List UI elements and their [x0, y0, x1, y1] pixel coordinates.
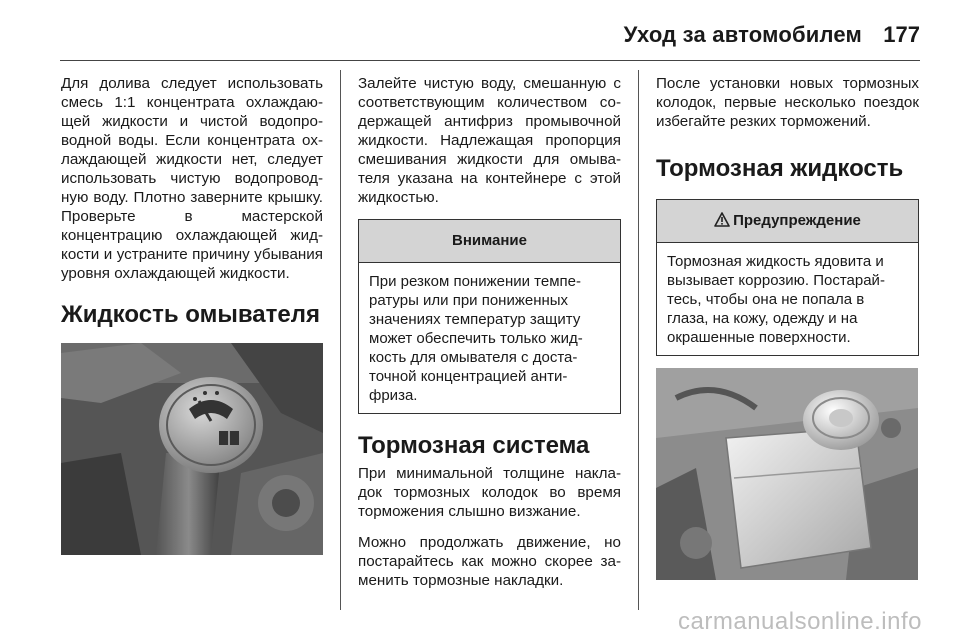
- new-pads-paragraph: После установки новых тормозных колодок, первые несколько поездок избегайте резких торможений.: [656, 75, 919, 130]
- brake-fluid-heading: Тормозная жидкость: [656, 155, 904, 182]
- brake-system-heading: Тормозная система: [358, 432, 590, 459]
- section-title: Уход за автомобилем: [623, 22, 862, 47]
- column-divider-1: [340, 70, 341, 610]
- site-watermark: carmanualsonline.info: [678, 608, 922, 635]
- notice-text: При резком понижении температуры или при пониженных значениях температур защиту может обеспечить только жидкость для омывателя с достаточной концентрацией антифриза.: [369, 273, 583, 404]
- manual-book-icon: [219, 431, 239, 445]
- warning-title: Предупреждение: [733, 212, 861, 229]
- page-number: 177: [883, 22, 920, 47]
- header-rule: [60, 60, 920, 61]
- coolant-top-up-paragraph: Для долива следует использовать смесь 1:1 концентрата охлаждающей жидкости и чистой водопроводной воды. Если концентрата охлаждающей жидкости нет, следует использовать чистую водопроводную воду. Плотно заверните крышку. Проверьте в мастерской концентрацию охлаждающей жидкости и устраните причину убывания уровня охлаждающей жидкости.: [61, 75, 323, 282]
- brake-pad-replace-paragraph: Можно продолжать движение, но постарайтесь как можно скорее заменить тормозные накладки.: [358, 534, 621, 589]
- brake-fluid-reservoir-photo: [656, 368, 918, 580]
- column-right: [656, 74, 919, 580]
- warning-text: Тормозная жидкость ядовита и вызывает коррозию. Постарайтесь, чтобы она не попала в глаза, на кожу, одежду и на окрашенные поверхности.: [667, 253, 885, 346]
- notice-box: [358, 219, 621, 414]
- column-left: [61, 74, 323, 555]
- warning-title-row: [657, 200, 918, 243]
- brake-pad-wear-paragraph: При минимальной толщине накладок тормозных колодок во время торможения слышно визжание.: [358, 465, 621, 520]
- warning-triangle-icon: [714, 212, 730, 227]
- washer-reservoir-illustration: [61, 343, 323, 555]
- washer-reservoir-photo: [61, 343, 323, 555]
- page-header: [0, 0, 960, 60]
- notice-title: Внимание: [359, 220, 620, 263]
- washer-fill-paragraph: Залейте чистую воду, смешанную с соответствующим количеством содержащей антифриз промывочной жидкости. Надлежащая пропорция смешивания жидкости для омывателя указана на контейнере с этой жидкостью.: [358, 75, 621, 206]
- column-middle: [358, 74, 621, 602]
- brake-fluid-reservoir-illustration: [656, 368, 918, 580]
- warning-box: [656, 199, 919, 356]
- washer-fluid-heading: Жидкость омывателя: [61, 301, 320, 328]
- column-divider-2: [638, 70, 639, 610]
